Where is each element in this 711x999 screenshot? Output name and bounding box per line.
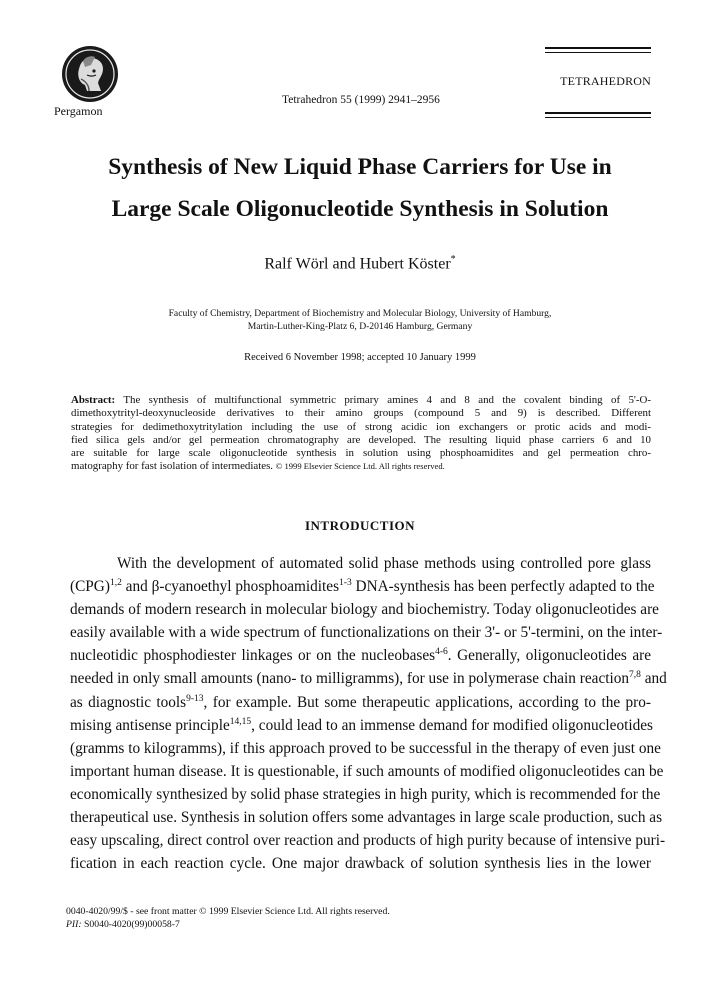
body-line: nucleotidic phosphodiester linkages or on the nucleobases$^{4-6}$. Generally, oligonucleotides are <box>70 647 652 665</box>
body-line: (CPG)$^{1,2}$ and β-cyanoethyl phosphoamidites$^{1-3}$ DNA-synthesis has been perfectly adapted to the <box>70 578 655 596</box>
abstract-line: matography for fast isolation of intermediates. © 1999 Elsevier Science Ltd. All rights reserved. <box>71 460 445 473</box>
body-line: important human disease. It is questionable, if such amounts of modified oligonucleotides can be <box>70 762 664 780</box>
body-line: fication in each reaction cycle. One major drawback of solution synthesis lies in the lower <box>70 855 651 873</box>
paper-title-line-2: Large Scale Oligonucleotide Synthesis in Solution <box>111 196 609 222</box>
introduction-text <box>70 552 667 875</box>
header-rule <box>545 47 651 49</box>
header-rule <box>545 112 651 114</box>
page-footer <box>66 905 390 931</box>
reference-superscript: 9-13 <box>186 693 204 704</box>
affiliation-line-1: Faculty of Chemistry, Department of Biochemistry and Molecular Biology, University of Hamburg, <box>168 308 552 319</box>
abstract <box>71 394 651 474</box>
affiliation-line-2: Martin-Luther-King-Platz 6, D-20146 Hamburg, Germany <box>247 321 473 332</box>
pii-label: PII: <box>66 919 82 930</box>
pii-value: S0040-4020(99)00058-7 <box>81 919 180 930</box>
body-line: demands of modern research in molecular biology and biochemistry. Today oligonucleotides are <box>70 601 659 619</box>
journal-citation: Tetrahedron 55 (1999) 2941–2956 <box>282 94 440 106</box>
abstract-line: fied silica gels and/or gel permeation chromatography are developed. The resulting liquid phase carriers 6 and 10 <box>71 433 651 446</box>
body-line: mising antisense principle$^{14,15}$, could lead to an immense demand for modified oligonucleotides <box>70 716 653 734</box>
body-line: easily available with a wide spectrum of functionalizations on their 3'- or 5'-termini, on the inter- <box>70 624 663 642</box>
reference-superscript: 14,15 <box>229 716 252 727</box>
abstract-label: Abstract: <box>71 394 116 406</box>
received-dates: Received 6 November 1998; accepted 10 January 1999 <box>244 352 476 363</box>
reference-superscript: 4-6 <box>435 647 448 658</box>
publisher-logo <box>61 45 119 103</box>
reference-superscript: 1-3 <box>339 578 352 588</box>
body-line: easy upscaling, direct control over reaction and products of high purity because of intensive puri- <box>70 832 666 850</box>
author-list <box>70 254 650 273</box>
abstract-line: dimethoxytrityl-deoxynucleoside derivatives to their amino groups (compound 5 and 9) is described. Different <box>71 407 651 420</box>
journal-name: TETRAHEDRON <box>560 74 651 88</box>
body-line: economically synthesized by solid phase strategies in high purity, which is recommended for the <box>70 785 661 803</box>
footer-copyright: 0040-4020/99/$ - see front matter © 1999 Elsevier Science Ltd. All rights reserved. <box>66 906 390 917</box>
publisher-name: Pergamon <box>54 104 103 118</box>
header-rule <box>545 117 651 118</box>
abstract-copyright: © 1999 Elsevier Science Ltd. All rights reserved. <box>275 461 445 472</box>
section-heading: INTRODUCTION <box>304 518 415 533</box>
body-line: (gramms to kilogramms), if this approach proved to be successful in the therapy of even just one <box>70 739 661 757</box>
body-line: therapeutical use. Synthesis in solution offers some advantages in large scale production, such as <box>70 809 663 827</box>
reference-superscript: 1,2 <box>109 578 122 588</box>
author-names: Ralf Wörl and Hubert Köster <box>264 255 451 273</box>
footer-pii <box>66 918 390 931</box>
abstract-line: strategies for dedimethoxytritylation including the use of strong acidic ion exchangers or protic acids and modi- <box>71 420 651 433</box>
reference-superscript: 7,8 <box>629 670 641 681</box>
paper-title-line-1: Synthesis of New Liquid Phase Carriers for Use in <box>108 154 612 180</box>
abstract-line: Abstract: The synthesis of multifunctional symmetric primary amines 4 and 8 and the covalent binding of 5'-O- <box>71 394 651 406</box>
corresponding-author-mark: * <box>450 254 456 265</box>
body-line: as diagnostic tools$^{9-13}$, for example. But some therapeutic applications, according to the pro- <box>70 693 651 711</box>
body-line: With the development of automated solid phase methods using controlled pore glass <box>117 555 651 572</box>
header-rule <box>545 52 651 53</box>
body-line: needed in only small amounts (nano- to milligramms), for use in polymerase chain reaction$^{7,8}$ and <box>70 670 667 688</box>
abstract-line: are suitable for large scale oligonucleotide synthesis in solution using phosphoamidites and gel permeation chro- <box>71 447 651 460</box>
